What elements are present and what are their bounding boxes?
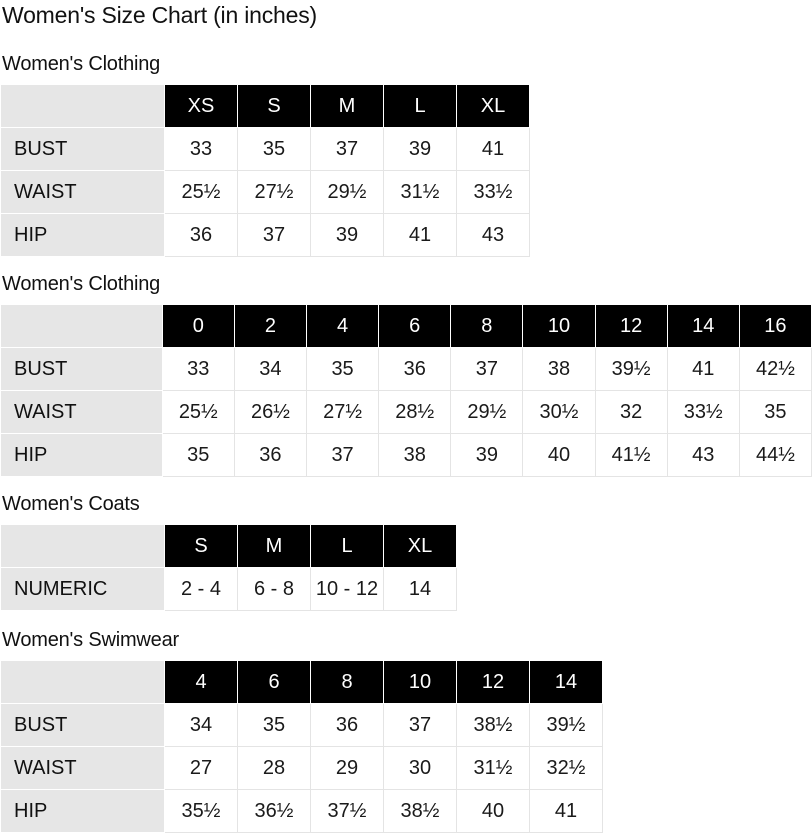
measurement-label: BUST	[1, 128, 165, 171]
measurement-label: WAIST	[1, 391, 163, 434]
measurement-value: 35	[238, 704, 311, 747]
measurement-value: 41½	[595, 434, 667, 477]
size-header: 10	[523, 305, 595, 348]
measurement-label: NUMERIC	[1, 568, 165, 611]
measurement-value: 35	[307, 348, 379, 391]
measurement-value: 2 - 4	[165, 568, 238, 611]
measurement-value: 44½	[739, 434, 811, 477]
size-header: 12	[457, 661, 530, 704]
measurement-value: 27½	[307, 391, 379, 434]
header-corner	[1, 661, 165, 704]
measurement-value: 42½	[739, 348, 811, 391]
size-header: 14	[530, 661, 603, 704]
womens-swimwear-title: Women's Swimwear	[2, 629, 179, 651]
measurement-value: 31½	[457, 747, 530, 790]
womens-swimwear-table	[0, 660, 603, 833]
measurement-value: 36	[311, 704, 384, 747]
measurement-row	[1, 171, 530, 214]
measurement-value: 36	[234, 434, 306, 477]
womens-clothing-numeric-title: Women's Clothing	[2, 273, 161, 295]
measurement-value: 38	[523, 348, 595, 391]
measurement-value: 35	[238, 128, 311, 171]
size-header: XS	[165, 85, 238, 128]
measurement-value: 43	[457, 214, 530, 257]
size-header: 8	[311, 661, 384, 704]
measurement-value: 38½	[384, 790, 457, 833]
measurement-value: 35½	[165, 790, 238, 833]
measurement-value: 39	[384, 128, 457, 171]
measurement-value: 25½	[165, 171, 238, 214]
measurement-value: 34	[165, 704, 238, 747]
measurement-value: 26½	[234, 391, 306, 434]
measurement-value: 10 - 12	[311, 568, 384, 611]
size-header: M	[311, 85, 384, 128]
size-header: 0	[162, 305, 234, 348]
measurement-value: 36	[165, 214, 238, 257]
measurement-label: BUST	[1, 348, 163, 391]
page-title: Women's Size Chart (in inches)	[2, 2, 317, 28]
measurement-value: 30½	[523, 391, 595, 434]
measurement-value: 29	[311, 747, 384, 790]
womens-clothing-letter-title: Women's Clothing	[2, 53, 161, 75]
measurement-value: 33	[162, 348, 234, 391]
measurement-value: 31½	[384, 171, 457, 214]
measurement-row	[1, 568, 457, 611]
measurement-value: 43	[667, 434, 739, 477]
measurement-value: 27½	[238, 171, 311, 214]
measurement-label: BUST	[1, 704, 165, 747]
measurement-value: 41	[667, 348, 739, 391]
measurement-row	[1, 128, 530, 171]
size-header: L	[311, 525, 384, 568]
size-header-row	[1, 305, 812, 348]
size-header: 6	[238, 661, 311, 704]
size-header: XL	[457, 85, 530, 128]
measurement-value: 40	[523, 434, 595, 477]
measurement-value: 41	[530, 790, 603, 833]
measurement-value: 37	[311, 128, 384, 171]
measurement-value: 38	[379, 434, 451, 477]
measurement-row	[1, 214, 530, 257]
measurement-value: 14	[384, 568, 457, 611]
size-header: M	[238, 525, 311, 568]
measurement-value: 33½	[667, 391, 739, 434]
size-header: 4	[307, 305, 379, 348]
measurement-value: 6 - 8	[238, 568, 311, 611]
womens-coats-title: Women's Coats	[2, 493, 140, 515]
size-header: 8	[451, 305, 523, 348]
measurement-value: 36	[379, 348, 451, 391]
womens-clothing-letter-table	[0, 84, 530, 257]
measurement-value: 25½	[162, 391, 234, 434]
measurement-value: 37	[307, 434, 379, 477]
measurement-row	[1, 704, 603, 747]
measurement-label: HIP	[1, 434, 163, 477]
measurement-value: 37½	[311, 790, 384, 833]
measurement-value: 32½	[530, 747, 603, 790]
measurement-value: 29½	[311, 171, 384, 214]
measurement-value: 28	[238, 747, 311, 790]
measurement-value: 40	[457, 790, 530, 833]
measurement-value: 39½	[595, 348, 667, 391]
measurement-value: 33	[165, 128, 238, 171]
size-header: 12	[595, 305, 667, 348]
measurement-label: HIP	[1, 790, 165, 833]
measurement-value: 39	[311, 214, 384, 257]
womens-clothing-numeric-table	[0, 304, 812, 477]
measurement-label: WAIST	[1, 171, 165, 214]
size-header-row	[1, 661, 603, 704]
size-header: 6	[379, 305, 451, 348]
measurement-value: 27	[165, 747, 238, 790]
measurement-value: 37	[238, 214, 311, 257]
measurement-value: 37	[384, 704, 457, 747]
measurement-value: 33½	[457, 171, 530, 214]
size-header-row	[1, 525, 457, 568]
measurement-value: 35	[739, 391, 811, 434]
size-header: XL	[384, 525, 457, 568]
measurement-row	[1, 391, 812, 434]
size-header: S	[238, 85, 311, 128]
measurement-value: 38½	[457, 704, 530, 747]
measurement-label: WAIST	[1, 747, 165, 790]
measurement-row	[1, 790, 603, 833]
size-header-row	[1, 85, 530, 128]
measurement-value: 41	[384, 214, 457, 257]
header-corner	[1, 525, 165, 568]
measurement-value: 32	[595, 391, 667, 434]
measurement-row	[1, 348, 812, 391]
measurement-value: 34	[234, 348, 306, 391]
measurement-value: 39½	[530, 704, 603, 747]
measurement-value: 29½	[451, 391, 523, 434]
size-header: 2	[234, 305, 306, 348]
measurement-value: 41	[457, 128, 530, 171]
womens-coats-table	[0, 524, 457, 611]
size-header: 14	[667, 305, 739, 348]
size-header: 10	[384, 661, 457, 704]
measurement-label: HIP	[1, 214, 165, 257]
header-corner	[1, 305, 163, 348]
measurement-value: 30	[384, 747, 457, 790]
header-corner	[1, 85, 165, 128]
measurement-row	[1, 434, 812, 477]
measurement-value: 36½	[238, 790, 311, 833]
measurement-value: 35	[162, 434, 234, 477]
size-header: S	[165, 525, 238, 568]
measurement-value: 39	[451, 434, 523, 477]
size-header: L	[384, 85, 457, 128]
measurement-value: 28½	[379, 391, 451, 434]
measurement-row	[1, 747, 603, 790]
size-header: 16	[739, 305, 811, 348]
size-header: 4	[165, 661, 238, 704]
measurement-value: 37	[451, 348, 523, 391]
